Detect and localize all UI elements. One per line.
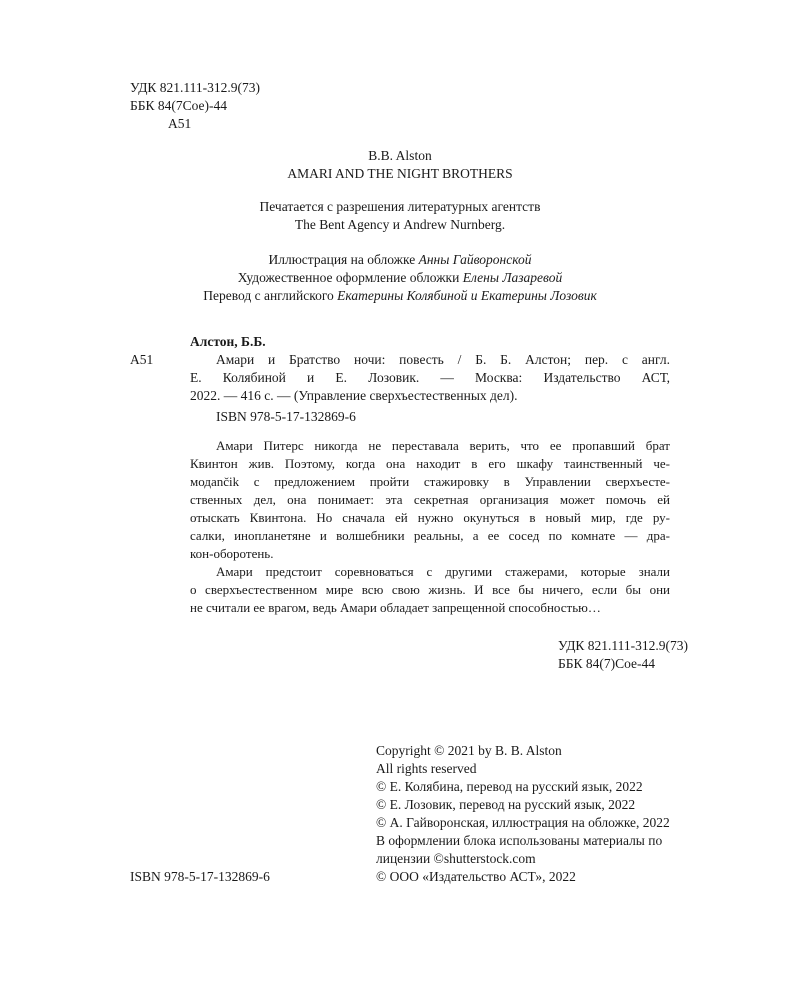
annotation-line: о сверхъестественном мире всю свою жизнь. И все бы ничего, если бы они	[190, 582, 670, 597]
annotation-line: отыскать Квинтона. Но сначала ей нужно окунуться в новый мир, где ру-	[190, 510, 670, 525]
design-credit	[130, 269, 670, 287]
original-author: B.B. Alston	[368, 148, 432, 163]
translation-credit	[130, 287, 670, 305]
udk-code: УДК 821.111-312.9(73)	[130, 80, 261, 95]
annotation-line: Амари предстоит соревноваться с другими стажерами, которые знали	[216, 564, 670, 579]
copyright-line: © Е. Лозовик, перевод на русский язык, 2022	[376, 797, 636, 812]
copyright-line: © Е. Колябина, перевод на русский язык, 2022	[376, 779, 643, 794]
annotation-line: Квинтон жив. Поэтому, когда она находит в его шкафу таинственный че-	[190, 456, 670, 471]
design-label: Художественное оформление обложки	[237, 270, 463, 285]
designer-name: Елены Лазаревой	[462, 270, 563, 285]
catalog-line-2: Е. Колябиной и Е. Лозовик. — Москва: Издательство АСТ,	[190, 370, 670, 385]
rights-note-line-2: The Bent Agency и Andrew Nurnberg.	[294, 217, 506, 232]
annotation-line: модančik с предложением пройти стажировку в Управлении сверхъесте-	[190, 474, 670, 489]
copyright-line: © ООО «Издательство АСТ», 2022	[376, 869, 576, 884]
copyright-line: All rights reserved	[376, 761, 477, 776]
catalog-isbn: ISBN 978-5-17-132869-6	[216, 409, 356, 424]
annotation-line: ственных дел, она понимает: эта секретная организация может помочь ей	[190, 492, 670, 507]
isbn-bottom: ISBN 978-5-17-132869-6	[130, 869, 270, 884]
annotation-line: не считали ее врагом, ведь Амари обладает запрещенной способностью…	[190, 600, 601, 615]
rights-note-line-1: Печатается с разрешения литературных агентств	[259, 199, 541, 214]
bbk-code: ББК 84(7Сое)-44	[130, 98, 228, 113]
udk-code-bottom: УДК 821.111-312.9(73)	[558, 638, 689, 653]
illustration-label: Иллюстрация на обложке	[268, 252, 419, 267]
copyright-line: Copyright © 2021 by B. B. Alston	[376, 743, 562, 758]
annotation-line: Амари Питерс никогда не переставала верить, что ее пропавший брат	[216, 438, 670, 453]
translation-label: Перевод с английского	[203, 288, 338, 303]
catalog-line-3: 2022. — 416 с. — (Управление сверхъестественных дел).	[190, 388, 518, 403]
annotation-line: салки, инопланетяне и волшебники реальны, а ее сосед по комнате — дра-	[190, 528, 670, 543]
bbk-code-bottom: ББК 84(7)Сое-44	[558, 656, 656, 671]
translator-names: Екатерины Колябиной и Екатерины Лозовик	[337, 288, 597, 303]
copyright-line: В оформлении блока использованы материалы по	[376, 833, 663, 848]
copyright-line: © А. Гайворонская, иллюстрация на обложке, 2022	[376, 815, 670, 830]
annotation-line: кон-оборотень.	[190, 546, 274, 561]
copyright-line: лицензии ©shutterstock.com	[376, 851, 536, 866]
original-title: AMARI AND THE NIGHT BROTHERS	[287, 166, 513, 181]
illustrator-name: Анны Гайворонской	[418, 252, 532, 267]
catalog-mark: А51	[130, 352, 154, 367]
illustration-credit	[130, 251, 670, 269]
author-mark: А51	[168, 116, 192, 131]
catalog-heading: Алстон, Б.Б.	[190, 334, 266, 349]
catalog-line-1: Амари и Братство ночи: повесть / Б. Б. Алстон; пер. с англ.	[216, 352, 670, 367]
